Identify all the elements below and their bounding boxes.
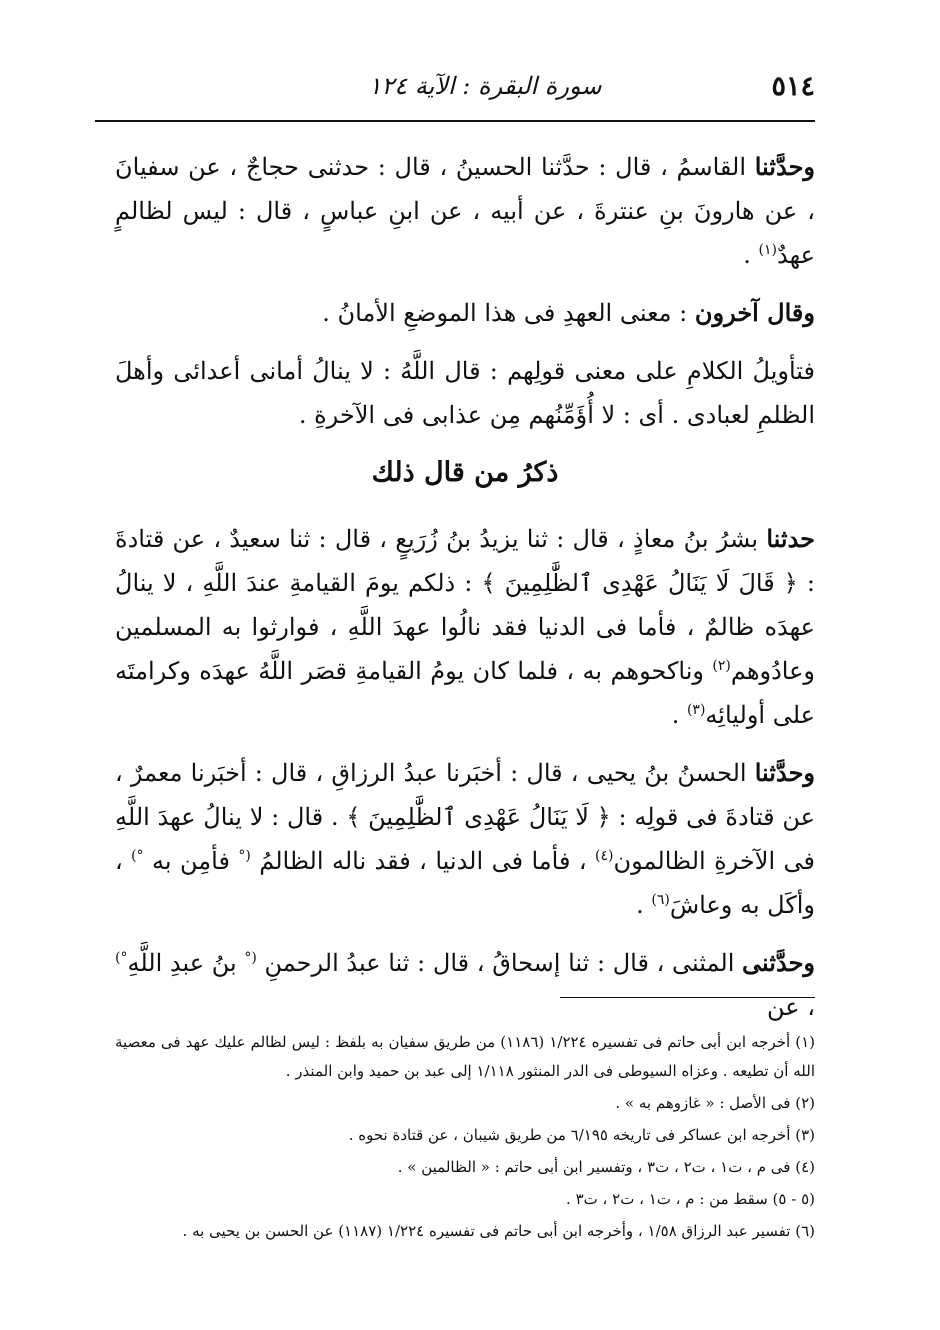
quran-quote: ﴿ قَالَ لَا يَنَالُ عَهْدِى ٱلظَّٰلِمِينَ ﴾ (481, 569, 798, 597)
page-header (95, 62, 815, 110)
paragraph-lead: حدثنا (766, 524, 815, 553)
footnote: (٥ - ٥) سقط من : م ، ت١ ، ت٢ ، ت٣ . (566, 1190, 815, 1208)
paragraph (115, 145, 815, 277)
footnote-ref: (٦) (651, 892, 670, 908)
paragraph (115, 751, 815, 927)
paragraph-lead: وحدَّثنى (742, 948, 815, 977)
paragraph-text: فأمِن به (143, 847, 239, 875)
running-title: سورة البقرة : الآية ١٢٤ (368, 72, 602, 100)
footnote: (٣) أخرجه ابن عساكر فى تاريخه ٦/١٩٥ من طريق شيبان ، عن قتادة نحوه . (348, 1126, 815, 1144)
paragraph-text: ، فأما فى الدنيا ، فقد ناله الظالمُ (250, 847, 596, 875)
paragraph (115, 517, 815, 737)
paragraph-tail: . (671, 701, 687, 729)
footnote: (٤) فى م ، ت١ ، ت٢ ، ت٣ ، وتفسير ابن أبى حاتم : « الظالمين » . (397, 1158, 815, 1176)
paragraph-lead: وحدَّثنا (754, 152, 815, 181)
paragraph-text: . قال : لا ينالُ عهدَ اللَّهِ فى الآخرةِ الظالمون (115, 803, 816, 875)
footnote: (٦) تفسير عبد الرزاق ١/٥٨ ، وأخرجه ابن أبى حاتم فى تفسيره ١/٢٢٤ (١١٨٧) عن الحسن بن يحيى به . (182, 1222, 815, 1240)
page-number: ٥١٤ (771, 70, 815, 102)
footnote-ref: °) (115, 950, 128, 966)
paragraph-text: المثنى ، قال : ثنا إسحاقُ ، قال : ثنا عبدُ الرحمنِ (256, 949, 743, 977)
body-text (115, 145, 815, 1043)
paragraph-lead: وحدَّثنا (754, 758, 815, 787)
paragraph-tail: . (636, 891, 652, 919)
paragraph (115, 941, 815, 1029)
footnote-ref: °) (131, 848, 144, 864)
paragraph-text: بشرُ بنُ معاذٍ ، قال : ثنا يزيدُ بنُ زُرَيعٍ ، قال : ثنا سعيدٌ ، عن قتادةَ : (115, 525, 816, 597)
paragraph (115, 349, 815, 437)
footnote-ref: (٣) (686, 702, 706, 718)
footnote: (٢) فى الأصل : « غازوهم به » . (615, 1094, 815, 1112)
section-heading: ذكرُ من قال ذلك (371, 457, 559, 488)
footnote-separator (560, 997, 815, 998)
paragraph-tail: . (743, 241, 759, 269)
paragraph-lead: وقال آخرون (694, 298, 815, 327)
footnote-ref: (° (238, 848, 251, 864)
footnote-ref: (° (244, 950, 257, 966)
paragraph-text: فتأويلُ الكلامِ على معنى قولِهم : قال اللَّهُ : لا ينالُ أمانى أعدائى وأهلَ الظلمِ لعبادى . أى : لا أُؤَمِّنُهم مِن عذابى فى الآخرةِ . (115, 357, 815, 429)
paragraph-text: ، وأكَل به وعاشَ (115, 847, 815, 919)
paragraph-text: : ذلكم يومَ القيامةِ عندَ اللَّهِ ، لا ينالُ عهدَه ظالمٌ ، فأما فى الدنيا فقد نالُوا عهدَ اللَّهِ ، فوارثوا به المسلمين وعادُوهم (115, 569, 815, 685)
paragraph-text: وناكحوهم به ، فلما كان يومُ القيامةِ قصَر اللَّهُ عهدَه وكرامتَه على أوليائِه (115, 657, 815, 729)
footnotes (115, 1028, 815, 1249)
footnote-ref: (٢) (712, 658, 731, 674)
paragraph (115, 291, 815, 335)
quran-quote: ﴿ لَا يَنَالُ عَهْدِى ٱلظَّٰلِمِينَ ﴾ (346, 803, 611, 831)
paragraph-text: : معنى العهدِ فى هذا الموضعِ الأمانُ . (322, 299, 695, 327)
header-rule (95, 120, 815, 122)
paragraph-text: بنُ عبدِ اللَّهِ (127, 949, 245, 977)
footnote: (١) أخرجه ابن أبى حاتم فى تفسيره ١/٢٢٤ (١١٨٦) من طريق سفيان به بلفظ : ليس لظالم عليك عهد فى معصية الله أن تطيعه . وعزاه السيوطى فى الدر المنثور ١/١١٨ إلى عبد بن حميد وابن المنذر . (115, 1033, 816, 1080)
paragraph-text: القاسمُ ، قال : حدَّثنا الحسينُ ، قال : حدثنى حجاجٌ ، عن سفيانَ ، عن هارونَ بنِ عنترةَ ، عن أبيه ، عن ابنِ عباسٍ ، قال : ليس لظالمٍ عهدٌ (115, 153, 815, 269)
paragraph-text: ، عن (767, 993, 815, 1021)
paragraph-text: الحسنُ بنُ يحيى ، قال : أخبَرنا عبدُ الرزاقِ ، قال : أخبَرنا معمرٌ ، عن قتادةَ فى قولِه : (115, 759, 815, 831)
footnote-ref: (٤) (595, 848, 614, 864)
footnote-ref: (١) (758, 242, 778, 258)
